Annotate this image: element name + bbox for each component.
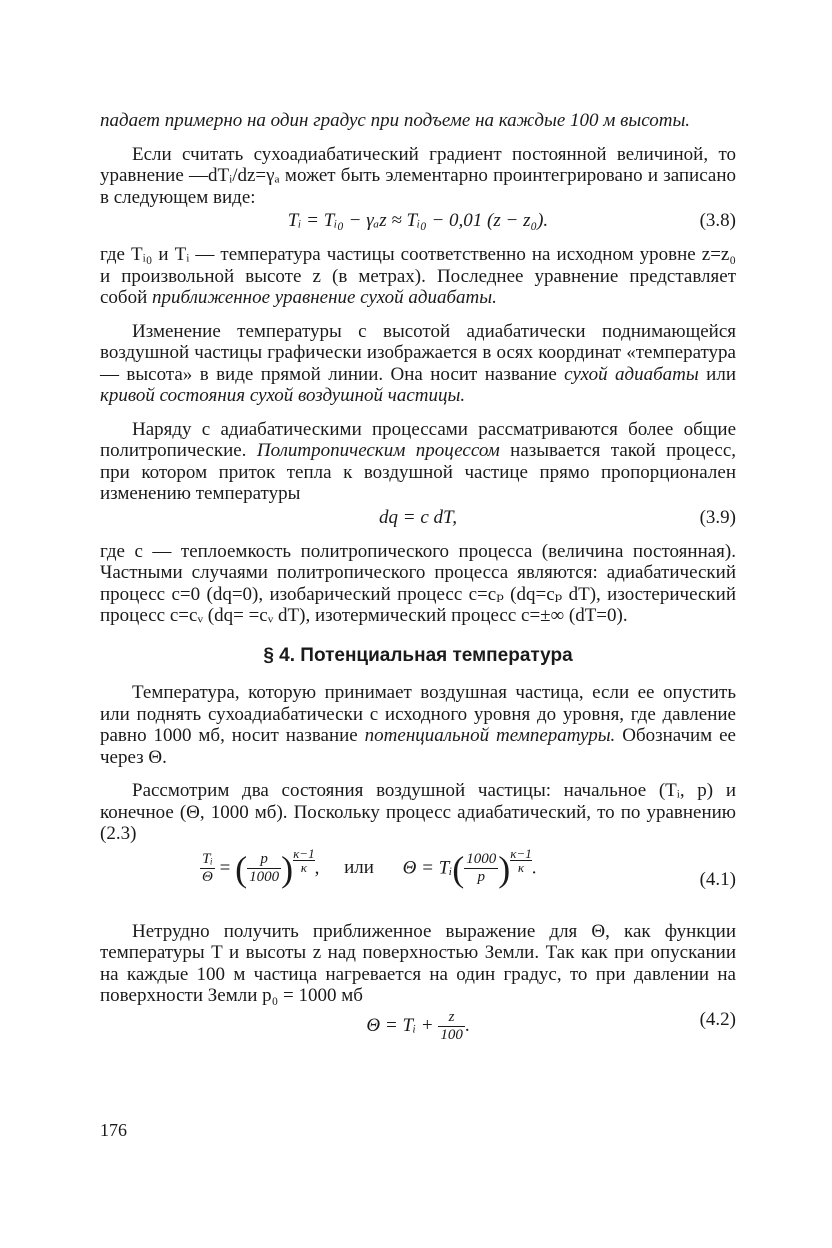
equation-4-1-number: (4.1) (699, 868, 736, 890)
paragraph-polytropic-text-2: называется такой процесс, при котором приток тепла к воздушной частице прямо пропорционален изменению температуры (100, 440, 737, 504)
equation-3-8-expr: Tᵢ = Tᵢ₀ − γₐz ≈ Tᵢ₀ − 0,01 (z − z₀). (287, 210, 549, 231)
eq41-rhs-fraction (464, 851, 498, 886)
section-heading: § 4. Потенциальная температура (263, 644, 573, 666)
paragraph-potential-italic: потенциальной температуры. (364, 725, 616, 746)
equation-4-2-number: (4.2) (699, 1008, 736, 1030)
equation-3-9 (100, 507, 736, 539)
eq41-inner-fraction (247, 851, 281, 886)
eq41-lhs-num: Tᵢ (200, 851, 215, 869)
paragraph-approx: Нетрудно получить приближенное выражение для Θ, как функции температуры T и высоты z над поверхностью Земли. Так как при опускании на каждые 100 м частица нагревается на один градус, то при давлении на поверхности Земли p₀ = 1000 мб (100, 920, 736, 1006)
paragraph-potential-text-1: Температура, которую принимает воздушная частица, если ее опустить или поднять сухоадиабатически с исходного уровня до уровня, где давление равно 1000 мб, носит название (100, 682, 736, 746)
eq42-fraction (438, 1009, 465, 1044)
eq41-exp-num-2: κ−1 (510, 845, 532, 861)
eq42-frac-num: z (438, 1009, 465, 1027)
eq42-frac-den: 100 (440, 1026, 463, 1043)
book-page (100, 110, 737, 1140)
eq41-lhs-fraction (200, 851, 215, 886)
eq41-exponent-2 (510, 847, 532, 874)
paragraph-change-italic-1: сухой адиабаты (564, 363, 699, 385)
paragraph-where-1-text: где Tᵢ₀ и Tᵢ — температура частицы соответственно на исходном уровне z=z₀ и произвольной высоте z (в метрах). Последнее уравнение представляет собой (100, 244, 736, 308)
paragraph-change-italic-2: кривой состояния сухой воздушной частицы. (100, 385, 466, 406)
equation-3-8-number: (3.8) (699, 210, 736, 231)
equation-4-1-expr: $\frac{\text{Tᵢ}}{\Theta}$ = ( $\frac{p}{1000}$ ) $\frac{\kappa-1}{\kappa}$, или Θ = Tᵢ( $\frac{1000}{p}$ ) $\frac{\kappa-1}{\kappa}$. (202, 845, 537, 889)
eq41-rhs-num: 1000 (466, 851, 497, 867)
paragraph-polytropic (100, 419, 736, 505)
eq41-exp-den-1: κ (300, 859, 307, 875)
paragraph-where-2: где c — теплоемкость политропического процесса (величина постоянная). Частными случаями политропического процесса являются: адиабатический процесс c=0 (dq=0), изобарический процесс c=cₚ (dq=cₚ dT), изостерический процесс c=cᵥ (dq= =cᵥ dT), изотермический процесс c=±∞ (dT=0). (100, 540, 736, 626)
eq41-inner-den: 1000 (249, 869, 280, 885)
paragraph-polytropic-italic: Политропическим процессом (256, 440, 500, 461)
paragraph-potential-text-2: Обозначим ее через Θ. (100, 725, 736, 768)
paragraph-change-text-2: или (698, 363, 736, 385)
equation-4-2-expr: Θ = Tᵢ + $\frac{z}{100}$ . (366, 1008, 470, 1043)
paragraph-where-1 (100, 244, 736, 309)
paragraph-potential (100, 682, 736, 768)
paragraph-change-text-1: Изменение температуры с высотой адиабатически поднимающейся воздушной частицы графически изображается в осях координат «температура — высота» в виде прямой линии. Она носит название (100, 320, 736, 385)
eq41-inner-num: p (247, 851, 281, 869)
equation-3-8 (100, 210, 736, 242)
top-fragment: падает примерно на один градус при подъеме на каждые 100 м высоты. (100, 110, 691, 131)
equation-3-9-number: (3.9) (699, 506, 736, 528)
paragraph-polytropic-text-1: Наряду с адиабатическими процессами рассматриваются более общие политропические. (100, 418, 736, 461)
eq41-rhs-den: p (477, 869, 486, 885)
eq42-lhs: Θ = Tᵢ + (366, 1014, 434, 1036)
eq41-exp-den-2: κ (517, 859, 525, 875)
paragraph-change (100, 321, 736, 407)
eq41-or: или (344, 856, 374, 878)
paragraph-where-1-italic: приближенное уравнение сухой адиабаты. (152, 287, 497, 308)
equation-4-2 (100, 1009, 736, 1049)
eq41-lhs-den: Θ (202, 869, 213, 885)
page-number: 176 (100, 1120, 127, 1140)
paragraph-constant-gradient: Если считать сухоадиабатический градиент постоянной величиной, то уравнение —dTᵢ/dz=γₐ может быть элементарно проинтегрировано и записано в следующем виде: (100, 143, 736, 208)
eq41-rhs-prefix: Θ = Tᵢ (402, 856, 453, 878)
eq41-exponent-1 (293, 847, 315, 874)
eq41-exp-num-1: κ−1 (293, 845, 315, 861)
paragraph-consider: Рассмотрим два состояния воздушной частицы: начальное (Tᵢ, p) и конечное (Θ, 1000 мб). Поскольку процесс адиабатический, то по уравнению (2.3) (100, 780, 736, 844)
equation-4-1 (100, 845, 736, 911)
equation-3-9-expr: dq = c dT, (379, 506, 457, 528)
